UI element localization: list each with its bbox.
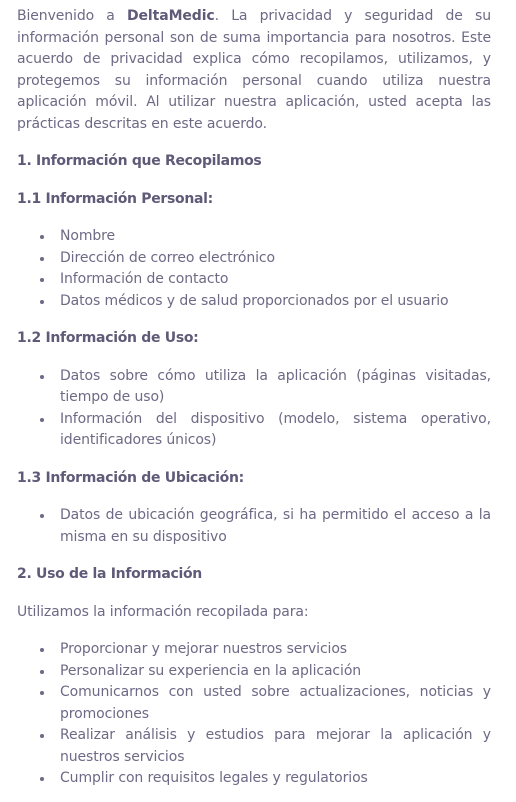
section-2-title: 2. Uso de la Información xyxy=(17,566,202,582)
list-item: Datos de ubicación geográfica, si ha permitido el acceso a la misma en su dispositivo xyxy=(60,505,491,548)
usage-purpose-list xyxy=(17,639,491,790)
list-item: Datos médicos y de salud proporcionados por el usuario xyxy=(60,291,491,313)
list-item: Personalizar su experiencia en la aplicación xyxy=(60,661,491,683)
intro-text: . La privacidad y seguridad de su información personal son de suma importancia para nosotros. Este acuerdo de privacidad explica cómo recopilamos, utilizamos, y protegemos su información personal cuando utiliza nuestra aplicación móvil. Al utilizar nuestra aplicación, usted acepta las prácticas descritas en este acuerdo. xyxy=(17,8,492,132)
list-item: Dirección de correo electrónico xyxy=(60,248,491,270)
brand-name: DeltaMedic xyxy=(127,8,215,24)
section-1-3-title: 1.3 Información de Ubicación: xyxy=(17,469,244,486)
usage-info-list xyxy=(17,366,491,452)
list-item: Datos sobre cómo utiliza la aplicación (páginas visitadas, tiempo de uso) xyxy=(60,366,491,409)
section-1-2-title: 1.2 Información de Uso: xyxy=(17,330,199,346)
location-info-list xyxy=(17,505,491,548)
list-item: Proporcionar y mejorar nuestros servicios xyxy=(60,639,491,661)
personal-info-list xyxy=(17,226,491,312)
list-item: Información de contacto xyxy=(60,269,491,291)
list-item: Comunicarnos con usted sobre actualizaciones, noticias y promociones xyxy=(60,682,491,725)
intro-prefix: Bienvenido a xyxy=(17,8,128,24)
list-item: Cumplir con requisitos legales y regulatorios xyxy=(60,768,491,790)
list-item: Realizar análisis y estudios para mejorar la aplicación y nuestros servicios xyxy=(60,725,491,768)
list-item: Nombre xyxy=(60,226,491,248)
intro-paragraph xyxy=(17,6,491,135)
list-item: Información del dispositivo (modelo, sistema operativo, identificadores únicos) xyxy=(60,409,491,452)
section-1-1-title: 1.1 Información Personal: xyxy=(17,190,213,207)
section-2-lead: Utilizamos la información recopilada para: xyxy=(17,603,309,620)
section-1-title: 1. Información que Recopilamos xyxy=(17,153,262,169)
